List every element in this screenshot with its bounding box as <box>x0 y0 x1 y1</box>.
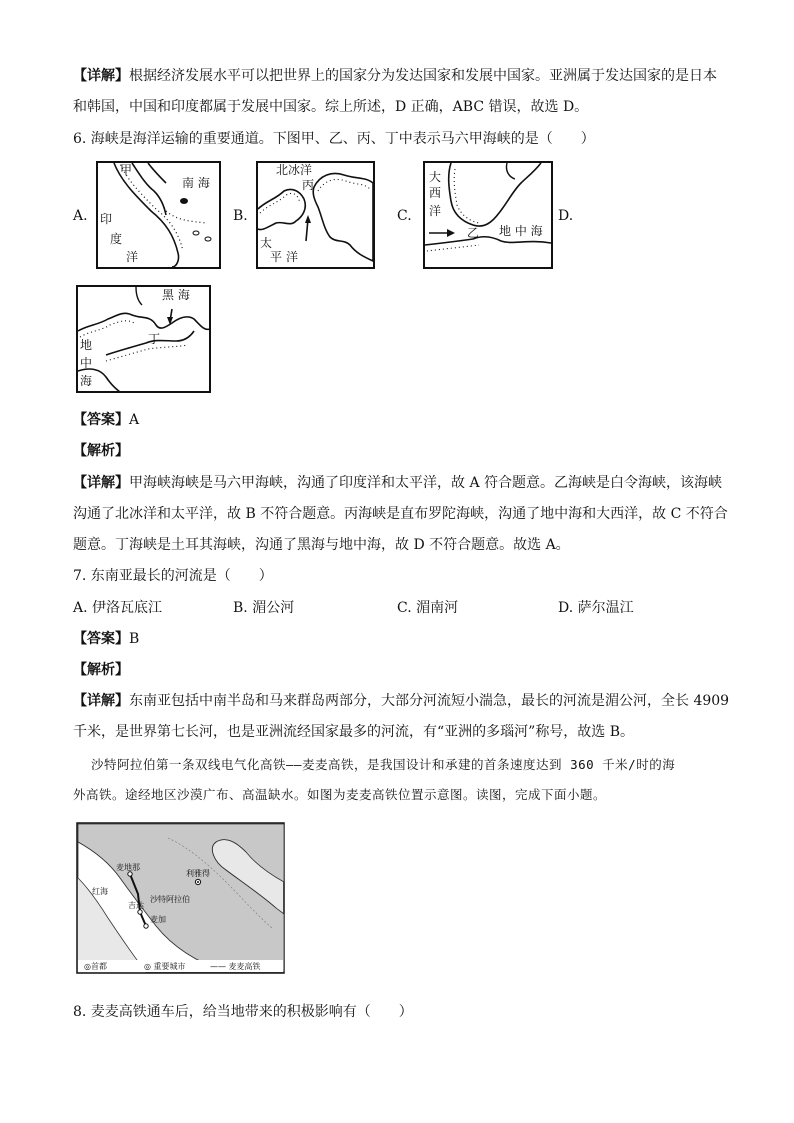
legend-railway: —— 麦麦高铁 <box>210 962 261 971</box>
answer-tag: 【答案】 <box>73 412 129 428</box>
legend-major-city: ◎ 重要城市 <box>144 962 186 971</box>
rail-label-jeddah: 吉达 <box>128 901 144 910</box>
answer-tag: 【答案】 <box>73 631 129 647</box>
map-c-label-yang: 洋 <box>429 204 442 218</box>
q6-answer <box>73 410 139 430</box>
q6-answer-value: A <box>129 412 140 428</box>
map-b-bering <box>256 161 375 269</box>
map-c-gibraltar <box>423 161 553 269</box>
q7-answer-value: B <box>129 631 140 647</box>
intro-line1: 沙特阿拉伯第一条双线电气化高铁——麦麦高铁，是我国设计和承建的首条速度达到 360 千米/时的海 <box>91 757 676 772</box>
map-a-label-nanhai: 南 海 <box>182 176 210 190</box>
map-d-turkish-straits <box>76 285 211 393</box>
rail-label-mecca: 麦加 <box>150 915 166 924</box>
railway-map <box>76 822 285 974</box>
q6-analysis-tag: 【解析】 <box>73 443 129 459</box>
detail-tag: 【详解】 <box>73 68 129 84</box>
map-a-label-yang: 洋 <box>126 250 139 264</box>
q7-option-d: D. 萨尔温江 <box>558 600 634 616</box>
q5-detail-line1 <box>73 66 717 86</box>
map-c-label-da: 大 <box>429 170 442 184</box>
map-d-label-hai: 海 <box>80 374 93 388</box>
map-a-label-jia: 甲 <box>120 163 133 177</box>
q5-detail-line2: 和韩国，中国和印度都属于发展中国家。综上所述，D 正确，ABC 错误，故选 D。 <box>73 99 589 115</box>
q6-detail-line2: 沟通了北冰洋和太平洋，故 B 不符合题意。丙海峡是直布罗陀海峡，沟通了地中海和大西洋，故 C 不符合 <box>73 506 728 522</box>
map-b-label-beibingyang: 北冰洋 <box>276 163 313 177</box>
q7-detail-line1 <box>73 691 729 711</box>
rail-label-medina: 麦地那 <box>116 863 140 872</box>
q7-detail-text1: 东南亚包括中南半岛和马来群岛两部分，大部分河流短小湍急，最长的河流是湄公河，全长 4909 <box>129 693 730 709</box>
map-b-label-tai: 太 <box>260 236 273 250</box>
map-c-label-yi: 乙 <box>467 226 480 240</box>
q7-stem: 7. 东南亚最长的河流是（ ） <box>73 568 273 584</box>
map-d-label-zhong: 中 <box>80 356 93 370</box>
detail-tag: 【详解】 <box>73 475 129 491</box>
q7-detail-line2: 千米，是世界第七长河，也是亚洲流经国家最多的河流，有“亚洲的多瑙河”称号，故选 B。 <box>73 724 635 740</box>
q7-analysis-tag: 【解析】 <box>73 662 129 678</box>
q7-option-c: C. 湄南河 <box>397 600 459 616</box>
q5-detail-text1: 根据经济发展水平可以把世界上的国家分为发达国家和发展中国家。亚洲属于发达国家的是日本 <box>129 68 717 84</box>
map-b-label-yang: 洋 <box>286 250 299 264</box>
map-d-label-heihai: 黑 海 <box>162 288 190 302</box>
q6-detail-line3: 题意。丁海峡是土耳其海峡，沟通了黑海与地中海，故 D 不符合题意。故选 A。 <box>73 537 570 553</box>
intro-line2: 外高铁。途经地区沙漠广布、高温缺水。如图为麦麦高铁位置示意图。读图，完成下面小题。 <box>73 787 607 802</box>
q6-option-a-letter: A. <box>73 208 88 224</box>
map-a-label-yin: 印 <box>100 212 113 226</box>
rail-label-saudi: 沙特阿拉伯 <box>150 895 190 904</box>
detail-tag: 【详解】 <box>73 693 129 709</box>
q7-answer <box>73 629 139 649</box>
map-a-malacca <box>96 161 221 269</box>
legend-capital: ◎首都 <box>84 962 107 971</box>
map-c-label-dizhonghai: 地 中 海 <box>499 224 543 238</box>
q7-option-b: B. 湄公河 <box>233 600 295 616</box>
q6-option-c-letter: C. <box>397 208 412 224</box>
q7-option-a: A. 伊洛瓦底江 <box>73 600 163 616</box>
map-d-label-ding: 丁 <box>148 332 161 346</box>
map-c-label-xi: 西 <box>429 186 442 200</box>
q6-option-b-letter: B. <box>233 208 248 224</box>
map-a-label-du: 度 <box>110 232 123 246</box>
map-d-label-di: 地 <box>80 338 93 352</box>
q8-stem: 8. 麦麦高铁通车后，给当地带来的积极影响有（ ） <box>73 1004 413 1020</box>
map-b-label-bing: 丙 <box>302 178 315 192</box>
rail-label-riyadh: 利雅得 <box>186 869 210 878</box>
q6-option-d-letter: D. <box>558 208 574 224</box>
q6-stem: 6. 海峡是海洋运输的重要通道。下图甲、乙、丙、丁中表示马六甲海峡的是（ ） <box>73 131 595 147</box>
map-b-label-ping: 平 <box>270 250 283 264</box>
rail-label-redsea: 红海 <box>92 887 108 896</box>
q6-detail-line1 <box>73 473 722 493</box>
q6-detail-text1: 甲海峡海峡是马六甲海峡，沟通了印度洋和太平洋，故 A 符合题意。乙海峡是白令海峡，该海峡 <box>129 475 723 491</box>
